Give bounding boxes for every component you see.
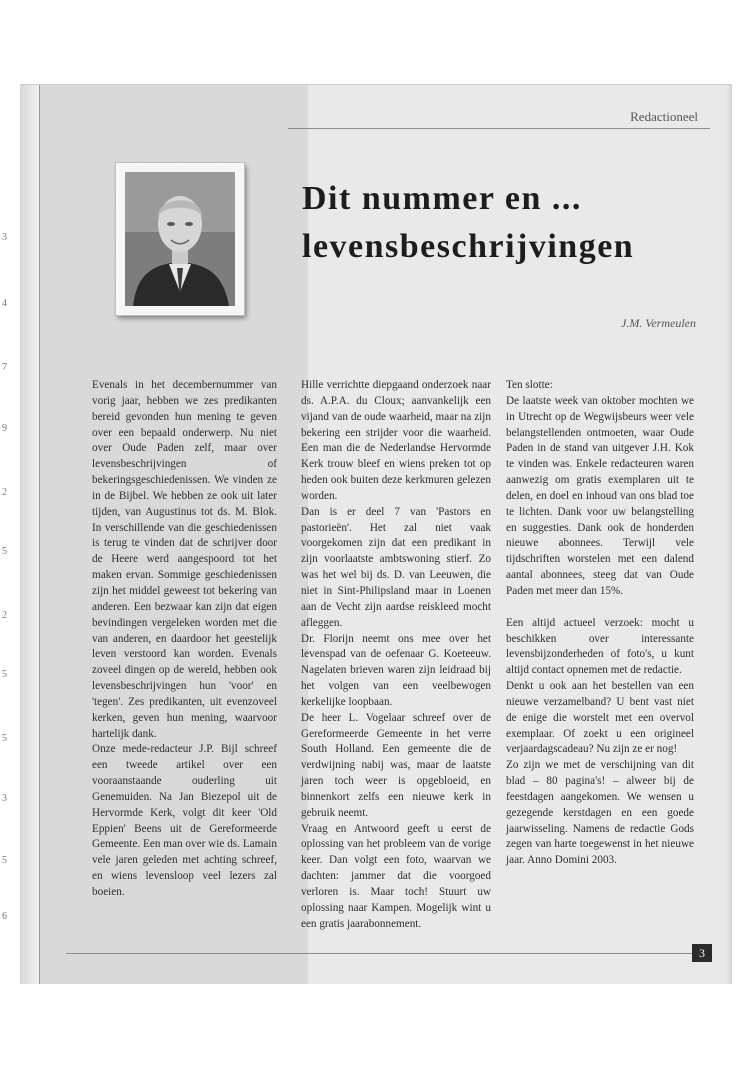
margin-number: 5 bbox=[2, 546, 7, 557]
margin-number: 5 bbox=[2, 733, 7, 744]
portrait-figure bbox=[125, 172, 235, 306]
margin-number: 5 bbox=[2, 855, 7, 866]
paragraph: Hille verrichtte diepgaand onderzoek naar ds. A.P.A. du Cloux; aanvankelijk een vijand van de oude waarheid, maar na zijn bekering een strijder voor die waarheid. Een man die de Nederlandse Hervormde Kerk trouw bleef en wiens preken tot op heden ook buiten deze kerkmuren gelezen worden. bbox=[301, 379, 491, 502]
paragraph: Dr. Florijn neemt ons mee over het levenspad van de oefenaar G. Koeteeuw. Nagelaten brieven waren zijn leidraad bij het volgen van een veelbewogen kerkelijke loopbaan. bbox=[301, 632, 491, 708]
title-line-1: Dit nummer en ... bbox=[302, 180, 582, 217]
margin-number: 4 bbox=[2, 298, 7, 309]
paragraph: Evenals in het decembernummer van vorig jaar, hebben we zes predikanten bereid gevonden hun mening te geven over een bepaald onderwerp. Nu niet over Oude Paden zelf, maar over levensbeschrijvingen of bekeringsgeschiedenissen. We vinden ze in de Bijbel. We hebben ze ook uit later tijden, van Augustinus tot ds. M. Blok. In verschillende van die geschiedenissen is terug te vinden dat de schrijver door de Heere werd aangespoord tot het maken ervan. Sommige geschiedenissen zijn het middel geweest tot bekering van anderen. Een bezwaar kan zijn dat eigen bevindingen vergeleken worden met die van anderen, en daardoor het geestelijk leven verstoord kan worden. Evenals zoveel dingen op de wereld, hebben ook levensbeschrijvingen hun 'voor' en 'tegen'. Zes predikanten, uit evenzoveel kerken, geven hun mening, waarvoor hartelijk dank. bbox=[92, 379, 277, 740]
margin-number: 7 bbox=[2, 362, 7, 373]
portrait-photo bbox=[125, 172, 235, 306]
header-divider bbox=[288, 128, 710, 129]
margin-number: 3 bbox=[2, 793, 7, 804]
footer-divider bbox=[66, 953, 698, 954]
author-byline: J.M. Vermeulen bbox=[621, 316, 696, 330]
paragraph: Onze mede-redacteur J.P. Bijl schreef een tweede artikel over een vooraanstaande ouderling uit Genemuiden. Na Jan Biezepol uit de Hervormde Kerk, volgt dit keer 'Old Eppien' Beens uit de Gereformeerde Gemeente. Een man over wie ds. Lamain vele jaren geleden met achting schreef, en wiens levensloop veel lezers zal boeien. bbox=[92, 743, 277, 898]
paragraph: Dan is er deel 7 van 'Pastors en pastorieën'. Het zal niet vaak voorgekomen zijn dat een predikant in zijn voorlaatste ambtswoning stierf. Zo was het wel bij ds. D. van Leeuwen, die niet in Sint-Philipsland maar in Loenen aan de Vecht zijn aardse reiskleed mocht afleggen. bbox=[301, 505, 491, 629]
margin-number: 6 bbox=[2, 911, 7, 922]
text-column-1 bbox=[92, 378, 277, 901]
margin-number: 2 bbox=[2, 610, 7, 621]
margin-number: 3 bbox=[2, 232, 7, 243]
text-column-3 bbox=[506, 378, 694, 869]
text-column-2 bbox=[301, 378, 491, 933]
paragraph: Denkt u ook aan het bestellen van een nieuwe verzamelband? U bent vast niet de enige die worstelt met een overvol exemplaar. Of zoekt u een origineel verjaardagscadeau? Nu zijn ze er nog! bbox=[506, 680, 694, 756]
page-number-badge: 3 bbox=[692, 944, 712, 962]
paragraph: Ten slotte: bbox=[506, 379, 553, 391]
paragraph: Zo zijn we met de verschijning van dit blad – 80 pagina's! – alweer bij de feestdagen aangekomen. We wensen u gezegende kerstdagen en een goede jaarwisseling. Namens de redactie Gods zegen van harte toegewenst in het nieuwe jaar. Anno Domini 2003. bbox=[506, 759, 694, 867]
section-label: Redactioneel bbox=[630, 109, 698, 124]
author-portrait bbox=[116, 163, 244, 315]
paragraph: Vraag en Antwoord geeft u eerst de oplossing van het probleem van de vorige keer. Dan volgt een foto, waarvan we dachten: jammer dat die voorgoed verloren is. Maar toch! Stuurt uw oplossing naar Kampen. Mogelijk wint u een gratis jaarabonnement. bbox=[301, 822, 491, 930]
page-edge bbox=[726, 85, 732, 984]
article-title bbox=[302, 175, 722, 271]
paragraph-gap bbox=[506, 600, 694, 616]
margin-number: 2 bbox=[2, 487, 7, 498]
paragraph: De laatste week van oktober mochten we in Utrecht op de Wegwijsbeurs weer vele belangstellenden ontmoeten, waar Oude Paden in de stand van uitgever J.H. Kok te vinden was. Enkele redacteuren waren aanwezig om gratis exemplaren uit te delen, en doel en inhoud van ons blad toe te lichten. Dank voor uw belangstelling en suggesties. Dank ook de honderden nieuwe abonnees. Terwijl vele tijdschriften worstelen met een dalend aantal abonnees, steeg dat van Oude Paden met meer dan 15%. bbox=[506, 394, 694, 597]
margin-number: 9 bbox=[2, 423, 7, 434]
title-line-2: levensbeschrijvingen bbox=[302, 228, 635, 265]
paragraph: De heer L. Vogelaar schreef over de Gereformeerde Gemeente in het verre South Holland. Een gemeente die de verdwijning nabij was, maar de laatste jaren toch weer is opgebloeid, en binnenkort zelfs een nieuwe kerk in gebruik neemt. bbox=[301, 711, 491, 819]
binding-gutter bbox=[20, 85, 40, 984]
margin-number: 5 bbox=[2, 669, 7, 680]
paragraph: Een altijd actueel verzoek: mocht u beschikken over interessante levensbijzonderheden of foto's, u kunt altijd contact opnemen met de redactie. bbox=[506, 616, 694, 677]
